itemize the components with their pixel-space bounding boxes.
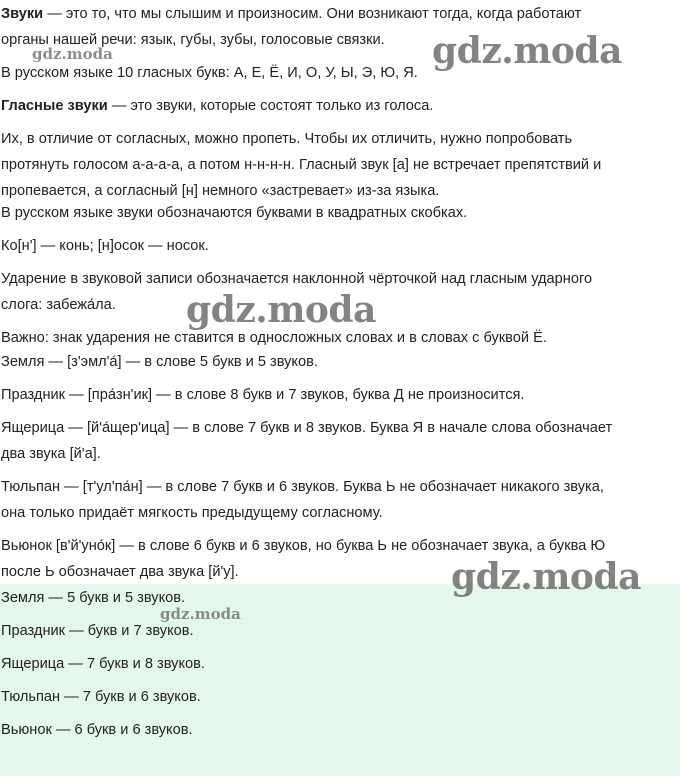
term-vowels: Гласные звуки bbox=[1, 98, 108, 114]
definition-sounds-line2: органы нашей речи: язык, губы, зубы, голосовые связки. bbox=[1, 32, 385, 48]
brackets-note: В русском языке звуки обозначаются буквами в квадратных скобках. bbox=[1, 205, 468, 221]
watermark-small-top: gdz.moda bbox=[32, 45, 113, 63]
vowels-explanation-line2: протянуть голосом а-а-а-а, а потом н-н-н-н. Гласный звук [а] не встречает препятствий и bbox=[1, 157, 602, 173]
definition-vowels bbox=[1, 94, 674, 120]
watermark-bottom-right: gdz.moda bbox=[451, 556, 641, 598]
analysis-prazdnik: Праздник — [пра́зн'ик] — в слове 8 букв и 7 звуков, буква Д не произносится. bbox=[1, 387, 525, 403]
answer-prazdnik: Праздник — букв и 7 звуков. bbox=[1, 623, 194, 639]
stress-important-note: Важно: знак ударения не ставится в односложных словах и в словах с буквой Ё. bbox=[1, 330, 547, 346]
answer-zemlya: Земля — 5 букв и 5 звуков. bbox=[1, 590, 186, 606]
analysis-yashcheritsa-line2: два звука [й'а]. bbox=[1, 446, 101, 462]
definition-vowels-text: — это звуки, которые состоят только из голоса. bbox=[107, 98, 434, 114]
vowels-explanation-line3: пропевается, а согласный [н] немного «застревает» из-за языка. bbox=[1, 183, 440, 199]
definition-sounds bbox=[1, 2, 674, 28]
vowel-letters: В русском языке 10 гласных букв: А, Е, Ё, И, О, У, Ы, Э, Ю, Я. bbox=[1, 65, 418, 81]
example-kon-nosok: Ко[н'] — конь; [н]осок — носок. bbox=[1, 238, 209, 254]
analysis-vyunok-line1: Вьюнок [в'й'уно́к] — в слове 6 букв и 6 звуков, но буква Ь не обозначает звука, а буква Ю bbox=[1, 538, 606, 554]
analysis-vyunok-line2: после Ь обозначает два звука [й'у]. bbox=[1, 564, 239, 580]
watermark-middle: gdz.moda bbox=[186, 289, 376, 331]
term-sounds: Звуки bbox=[1, 6, 44, 22]
answer-block bbox=[0, 584, 680, 776]
definition-sounds-text: — это то, что мы слышим и произносим. Они возникают тогда, когда работают bbox=[43, 6, 582, 22]
analysis-tyulpan-line1: Тюльпан — [т'ул'па́н] — в слове 7 букв и 6 звуков. Буква Ь не обозначает никакого звука, bbox=[1, 479, 604, 495]
answer-vyunok: Вьюнок — 6 букв и 6 звуков. bbox=[1, 722, 193, 738]
watermark-small-bottom: gdz.moda bbox=[160, 605, 241, 623]
analysis-yashcheritsa-line1: Ящерица — [й'а́щер'ица] — в слове 7 букв и 8 звуков. Буква Я в начале слова обозначает bbox=[1, 420, 613, 436]
stress-rule-line2: слога: забежа́ла. bbox=[1, 297, 116, 313]
analysis-tyulpan-line2: она только придаёт мягкость предыдущему согласному. bbox=[1, 505, 383, 521]
answer-tyulpan: Тюльпан — 7 букв и 6 звуков. bbox=[1, 689, 201, 705]
answer-yashcheritsa: Ящерица — 7 букв и 8 звуков. bbox=[1, 656, 205, 672]
vowels-explanation-line1: Их, в отличие от согласных, можно пропеть. Чтобы их отличить, нужно попробовать bbox=[1, 131, 573, 147]
analysis-zemlya: Земля — [з'эмл'а́] — в слове 5 букв и 5 звуков. bbox=[1, 354, 318, 370]
watermark-top-right: gdz.moda bbox=[432, 30, 622, 72]
stress-rule-line1: Ударение в звуковой записи обозначается наклонной чёрточкой над гласным ударного bbox=[1, 271, 593, 287]
